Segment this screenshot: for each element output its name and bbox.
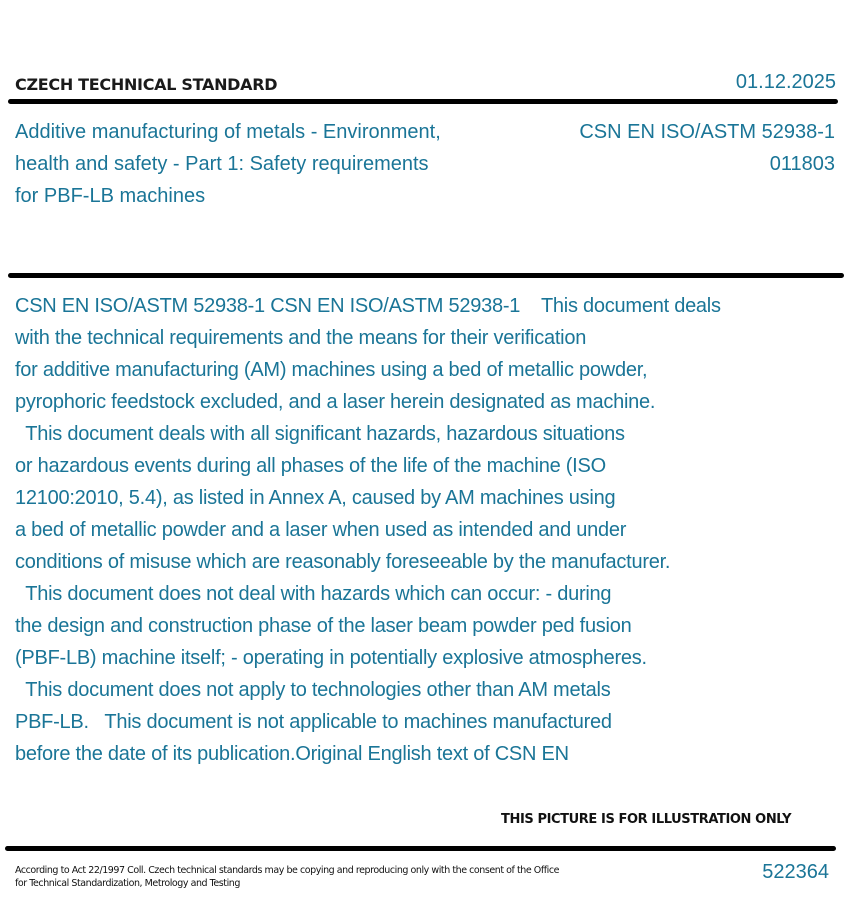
abstract-line: conditions of misuse which are reasonably foreseeable by the manufacturer.	[15, 551, 671, 573]
standard-designation: CSN EN ISO/ASTM 52938-1	[579, 121, 835, 143]
title-line: Additive manufacturing of metals - Environment,	[15, 121, 441, 143]
footer-divider	[5, 846, 836, 851]
standard-type-label: CZECH TECHNICAL STANDARD	[15, 75, 278, 94]
standard-identifiers	[579, 116, 835, 180]
section-divider	[8, 273, 844, 278]
abstract-line: the design and construction phase of the laser beam powder ped fusion	[15, 615, 632, 637]
abstract-line: CSN EN ISO/ASTM 52938-1 CSN EN ISO/ASTM 52938-1 This document deals	[15, 295, 721, 317]
header-divider	[8, 99, 838, 104]
abstract-line: (PBF-LB) machine itself; - operating in potentially explosive atmospheres.	[15, 647, 647, 669]
abstract-line: PBF-LB. This document is not applicable to machines manufactured	[15, 711, 612, 733]
abstract-line: for additive manufacturing (AM) machines using a bed of metallic powder,	[15, 359, 648, 381]
legal-line: for Technical Standardization, Metrology and Testing	[15, 878, 240, 889]
abstract-text	[15, 290, 855, 770]
abstract-line: a bed of metallic powder and a laser when used as intended and under	[15, 519, 627, 541]
abstract-line: with the technical requirements and the means for their verification	[15, 327, 587, 349]
illustration-notice: THIS PICTURE IS FOR ILLUSTRATION ONLY	[501, 812, 792, 827]
abstract-line: 12100:2010, 5.4), as listed in Annex A, caused by AM machines using	[15, 487, 616, 509]
copyright-notice	[15, 864, 615, 890]
abstract-line: This document deals with all significant hazards, hazardous situations	[15, 423, 625, 445]
title-line: for PBF-LB machines	[15, 185, 206, 207]
legal-line: According to Act 22/1997 Coll. Czech technical standards may be copying and reproducing only with the consent of the Office	[15, 865, 559, 876]
title-line: health and safety - Part 1: Safety requirements	[15, 153, 429, 175]
abstract-line: pyrophoric feedstock excluded, and a laser herein designated as machine.	[15, 391, 656, 413]
catalog-number: 522364	[762, 861, 829, 883]
abstract-line: This document does not apply to technologies other than AM metals	[15, 679, 611, 701]
publication-date: 01.12.2025	[735, 71, 836, 93]
abstract-line: This document does not deal with hazards which can occur: - during	[15, 583, 612, 605]
abstract-line: before the date of its publication.Original English text of CSN EN	[15, 743, 569, 765]
abstract-line: or hazardous events during all phases of the life of the machine (ISO	[15, 455, 606, 477]
standard-title	[15, 116, 535, 212]
classification-code: 011803	[769, 153, 835, 175]
